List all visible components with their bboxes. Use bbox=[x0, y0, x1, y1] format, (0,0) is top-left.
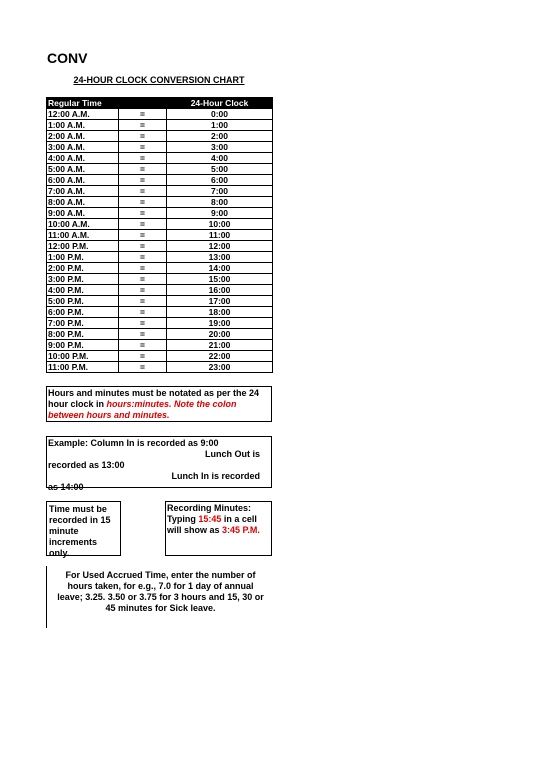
equals-cell: = bbox=[119, 109, 167, 120]
regular-time-cell: 10:00 A.M. bbox=[47, 219, 119, 230]
recording-shown-value: 3:45 P.M. bbox=[222, 525, 260, 535]
recording-typing-text: Typing bbox=[167, 514, 199, 524]
table-row bbox=[47, 109, 273, 120]
accrued-time-text: For Used Accrued Time, enter the number of hours taken, for e.g., 7.0 for 1 day of annual leave; 3.25. 3.50 or 3.75 for 3 hours and 15, 30 or 45 minutes for Sick leave. bbox=[57, 570, 264, 613]
recording-middle-text: in a cell will show as bbox=[167, 514, 257, 535]
conversion-table-body bbox=[47, 109, 273, 373]
equals-cell: = bbox=[119, 263, 167, 274]
regular-time-cell: 9:00 P.M. bbox=[47, 340, 119, 351]
regular-time-cell: 1:00 P.M. bbox=[47, 252, 119, 263]
equals-cell: = bbox=[119, 285, 167, 296]
table-row bbox=[47, 296, 273, 307]
regular-time-cell: 11:00 A.M. bbox=[47, 230, 119, 241]
header-regular-time: Regular Time bbox=[47, 98, 167, 109]
table-row bbox=[47, 274, 273, 285]
table-row bbox=[47, 142, 273, 153]
equals-cell: = bbox=[119, 362, 167, 373]
equals-cell: = bbox=[119, 318, 167, 329]
table-row bbox=[47, 153, 273, 164]
regular-time-cell: 2:00 P.M. bbox=[47, 263, 119, 274]
regular-time-cell: 7:00 P.M. bbox=[47, 318, 119, 329]
equals-cell: = bbox=[119, 252, 167, 263]
regular-time-cell: 5:00 A.M. bbox=[47, 164, 119, 175]
regular-time-cell: 4:00 A.M. bbox=[47, 153, 119, 164]
hour24-cell: 23:00 bbox=[167, 362, 273, 373]
regular-time-cell: 2:00 A.M. bbox=[47, 131, 119, 142]
regular-time-cell: 11:00 P.M. bbox=[47, 362, 119, 373]
hour24-cell: 3:00 bbox=[167, 142, 273, 153]
table-row bbox=[47, 362, 273, 373]
conversion-table bbox=[46, 97, 273, 373]
hour24-cell: 2:00 bbox=[167, 131, 273, 142]
equals-cell: = bbox=[119, 307, 167, 318]
example-line-1: Example: Column In is recorded as 9:00 bbox=[48, 438, 219, 448]
hour24-cell: 15:00 bbox=[167, 274, 273, 285]
increments-text: Time must be recorded in 15 minute increments only. bbox=[49, 504, 111, 558]
table-row bbox=[47, 285, 273, 296]
equals-cell: = bbox=[119, 120, 167, 131]
table-row bbox=[47, 307, 273, 318]
regular-time-cell: 4:00 P.M. bbox=[47, 285, 119, 296]
example-line-2b: recorded as 13:00 bbox=[48, 460, 125, 470]
chart-title: 24-HOUR CLOCK CONVERSION CHART bbox=[73, 75, 245, 85]
recording-minutes-box bbox=[165, 501, 272, 556]
table-row bbox=[47, 131, 273, 142]
equals-cell: = bbox=[119, 329, 167, 340]
hour24-cell: 7:00 bbox=[167, 186, 273, 197]
hour24-cell: 17:00 bbox=[167, 296, 273, 307]
equals-cell: = bbox=[119, 142, 167, 153]
regular-time-cell: 1:00 A.M. bbox=[47, 120, 119, 131]
regular-time-cell: 10:00 P.M. bbox=[47, 351, 119, 362]
equals-cell: = bbox=[119, 351, 167, 362]
table-row bbox=[47, 186, 273, 197]
hour24-cell: 14:00 bbox=[167, 263, 273, 274]
example-line-3b: as 14:00 bbox=[48, 482, 84, 492]
equals-cell: = bbox=[119, 197, 167, 208]
hour24-cell: 1:00 bbox=[167, 120, 273, 131]
equals-cell: = bbox=[119, 340, 167, 351]
table-row bbox=[47, 175, 273, 186]
accrued-time-note bbox=[46, 566, 272, 628]
hour24-cell: 21:00 bbox=[167, 340, 273, 351]
hour24-cell: 0:00 bbox=[167, 109, 273, 120]
regular-time-cell: 7:00 A.M. bbox=[47, 186, 119, 197]
equals-cell: = bbox=[119, 175, 167, 186]
hour24-cell: 18:00 bbox=[167, 307, 273, 318]
regular-time-cell: 6:00 P.M. bbox=[47, 307, 119, 318]
hour24-cell: 9:00 bbox=[167, 208, 273, 219]
hour24-cell: 19:00 bbox=[167, 318, 273, 329]
equals-cell: = bbox=[119, 153, 167, 164]
table-row bbox=[47, 241, 273, 252]
equals-cell: = bbox=[119, 296, 167, 307]
table-row bbox=[47, 208, 273, 219]
regular-time-cell: 8:00 P.M. bbox=[47, 329, 119, 340]
table-row bbox=[47, 252, 273, 263]
regular-time-cell: 8:00 A.M. bbox=[47, 197, 119, 208]
equals-cell: = bbox=[119, 208, 167, 219]
recording-minutes-title: Recording Minutes: bbox=[167, 503, 252, 513]
table-row bbox=[47, 340, 273, 351]
table-row bbox=[47, 318, 273, 329]
regular-time-cell: 3:00 P.M. bbox=[47, 274, 119, 285]
hour24-cell: 4:00 bbox=[167, 153, 273, 164]
table-row bbox=[47, 263, 273, 274]
hour24-cell: 5:00 bbox=[167, 164, 273, 175]
hour24-cell: 22:00 bbox=[167, 351, 273, 362]
regular-time-cell: 9:00 A.M. bbox=[47, 208, 119, 219]
regular-time-cell: 5:00 P.M. bbox=[47, 296, 119, 307]
equals-cell: = bbox=[119, 241, 167, 252]
sheet-title: CONV bbox=[47, 50, 88, 66]
hour24-cell: 20:00 bbox=[167, 329, 273, 340]
equals-cell: = bbox=[119, 131, 167, 142]
header-24-hour-clock: 24-Hour Clock bbox=[167, 98, 273, 109]
table-row bbox=[47, 230, 273, 241]
table-row bbox=[47, 219, 273, 230]
hour24-cell: 8:00 bbox=[167, 197, 273, 208]
increments-box bbox=[46, 501, 121, 556]
recording-typed-value: 15:45 bbox=[198, 514, 222, 524]
hour24-cell: 11:00 bbox=[167, 230, 273, 241]
example-box bbox=[46, 436, 272, 492]
table-row bbox=[47, 164, 273, 175]
regular-time-cell: 3:00 A.M. bbox=[47, 142, 119, 153]
regular-time-cell: 6:00 A.M. bbox=[47, 175, 119, 186]
table-row bbox=[47, 351, 273, 362]
table-row bbox=[47, 197, 273, 208]
equals-cell: = bbox=[119, 230, 167, 241]
regular-time-cell: 12:00 P.M. bbox=[47, 241, 119, 252]
equals-cell: = bbox=[119, 186, 167, 197]
hour24-cell: 12:00 bbox=[167, 241, 273, 252]
table-header-row bbox=[47, 98, 273, 109]
notation-note-text: Hours and minutes must be notated as per the 24 hour clock in bbox=[48, 388, 260, 409]
table-row bbox=[47, 329, 273, 340]
notation-note-colon-text: hours:minutes. Note the colon between hours and minutes. bbox=[48, 399, 237, 420]
table-row bbox=[47, 120, 273, 131]
hour24-cell: 13:00 bbox=[167, 252, 273, 263]
hour24-cell: 16:00 bbox=[167, 285, 273, 296]
equals-cell: = bbox=[119, 274, 167, 285]
hour24-cell: 10:00 bbox=[167, 219, 273, 230]
equals-cell: = bbox=[119, 164, 167, 175]
hour24-cell: 6:00 bbox=[167, 175, 273, 186]
regular-time-cell: 12:00 A.M. bbox=[47, 109, 119, 120]
equals-cell: = bbox=[119, 219, 167, 230]
example-line-2a: Lunch Out is bbox=[205, 449, 260, 459]
example-line-3a: Lunch In is recorded bbox=[171, 471, 260, 481]
notation-note-box bbox=[46, 386, 272, 422]
